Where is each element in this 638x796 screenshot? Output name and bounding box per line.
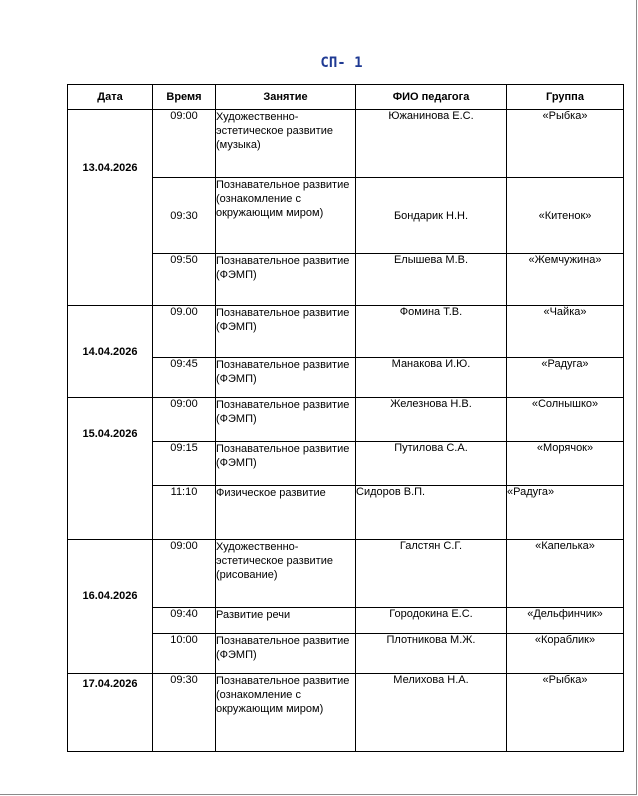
table-row [68, 540, 624, 608]
group-cell: «Рыбка» [507, 110, 624, 178]
date-cell: 14.04.2026 [68, 306, 153, 398]
header-date: Дата [68, 85, 153, 110]
lesson-cell: Физическое развитие [216, 486, 356, 540]
teacher-cell: Городокина Е.С. [356, 608, 507, 634]
schedule-table [67, 84, 624, 752]
group-cell: «Китенок» [507, 178, 624, 254]
lesson-cell: Познавательное развитие (ФЭМП) [216, 358, 356, 398]
header-row [68, 85, 624, 110]
header-group: Группа [507, 85, 624, 110]
group-cell: «Морячок» [507, 442, 624, 486]
teacher-cell: Железнова Н.В. [356, 398, 507, 442]
lesson-cell: Познавательное развитие (ФЭМП) [216, 442, 356, 486]
lesson-cell: Познавательное развитие (ФЭМП) [216, 398, 356, 442]
time-cell: 09.00 [153, 306, 216, 358]
teacher-cell: Манакова И.Ю. [356, 358, 507, 398]
teacher-cell: Бондарик Н.Н. [356, 178, 507, 254]
time-cell: 09:50 [153, 254, 216, 306]
group-cell: «Дельфинчик» [507, 608, 624, 634]
teacher-cell: Галстян С.Г. [356, 540, 507, 608]
group-cell: «Радуга» [507, 486, 624, 540]
time-cell: 09:00 [153, 398, 216, 442]
table-row [68, 398, 624, 442]
teacher-cell: Мелихова Н.А. [356, 674, 507, 752]
table-row [68, 306, 624, 358]
time-cell: 09:45 [153, 358, 216, 398]
time-cell: 09:00 [153, 540, 216, 608]
time-cell: 10:00 [153, 634, 216, 674]
date-cell: 17.04.2026 [68, 674, 153, 752]
group-cell: «Кораблик» [507, 634, 624, 674]
teacher-cell: Плотникова М.Ж. [356, 634, 507, 674]
time-cell: 09:30 [153, 674, 216, 752]
teacher-cell: Сидоров В.П. [356, 486, 507, 540]
teacher-cell: Южанинова Е.С. [356, 110, 507, 178]
header-teacher: ФИО педагога [356, 85, 507, 110]
table-row [68, 110, 624, 178]
lesson-cell: Познавательное развитие (ознакомление с окружающим миром) [216, 178, 356, 254]
time-cell: 09:40 [153, 608, 216, 634]
header-lesson: Занятие [216, 85, 356, 110]
lesson-cell: Познавательное развитие (ознакомление с окружающим миром) [216, 674, 356, 752]
lesson-cell: Познавательное развитие (ФЭМП) [216, 306, 356, 358]
teacher-cell: Путилова С.А. [356, 442, 507, 486]
time-cell: 09:30 [153, 178, 216, 254]
group-cell: «Капелька» [507, 540, 624, 608]
teacher-cell: Фомина Т.В. [356, 306, 507, 358]
group-cell: «Солнышко» [507, 398, 624, 442]
time-cell: 11:10 [153, 486, 216, 540]
header-time: Время [153, 85, 216, 110]
lesson-cell: Развитие речи [216, 608, 356, 634]
time-cell: 09:00 [153, 110, 216, 178]
group-cell: «Жемчужина» [507, 254, 624, 306]
time-cell: 09:15 [153, 442, 216, 486]
date-cell: 13.04.2026 [68, 110, 153, 306]
group-cell: «Рыбка» [507, 674, 624, 752]
date-cell: 15.04.2026 [68, 398, 153, 540]
page-title: СП- 1 [320, 55, 363, 71]
group-cell: «Радуга» [507, 358, 624, 398]
lesson-cell: Художественно-эстетическое развитие (рисование) [216, 540, 356, 608]
lesson-cell: Познавательное развитие (ФЭМП) [216, 254, 356, 306]
lesson-cell: Познавательное развитие (ФЭМП) [216, 634, 356, 674]
teacher-cell: Елышева М.В. [356, 254, 507, 306]
date-cell: 16.04.2026 [68, 540, 153, 674]
group-cell: «Чайка» [507, 306, 624, 358]
lesson-cell: Художественно-эстетическое развитие (музыка) [216, 110, 356, 178]
table-row [68, 674, 624, 752]
